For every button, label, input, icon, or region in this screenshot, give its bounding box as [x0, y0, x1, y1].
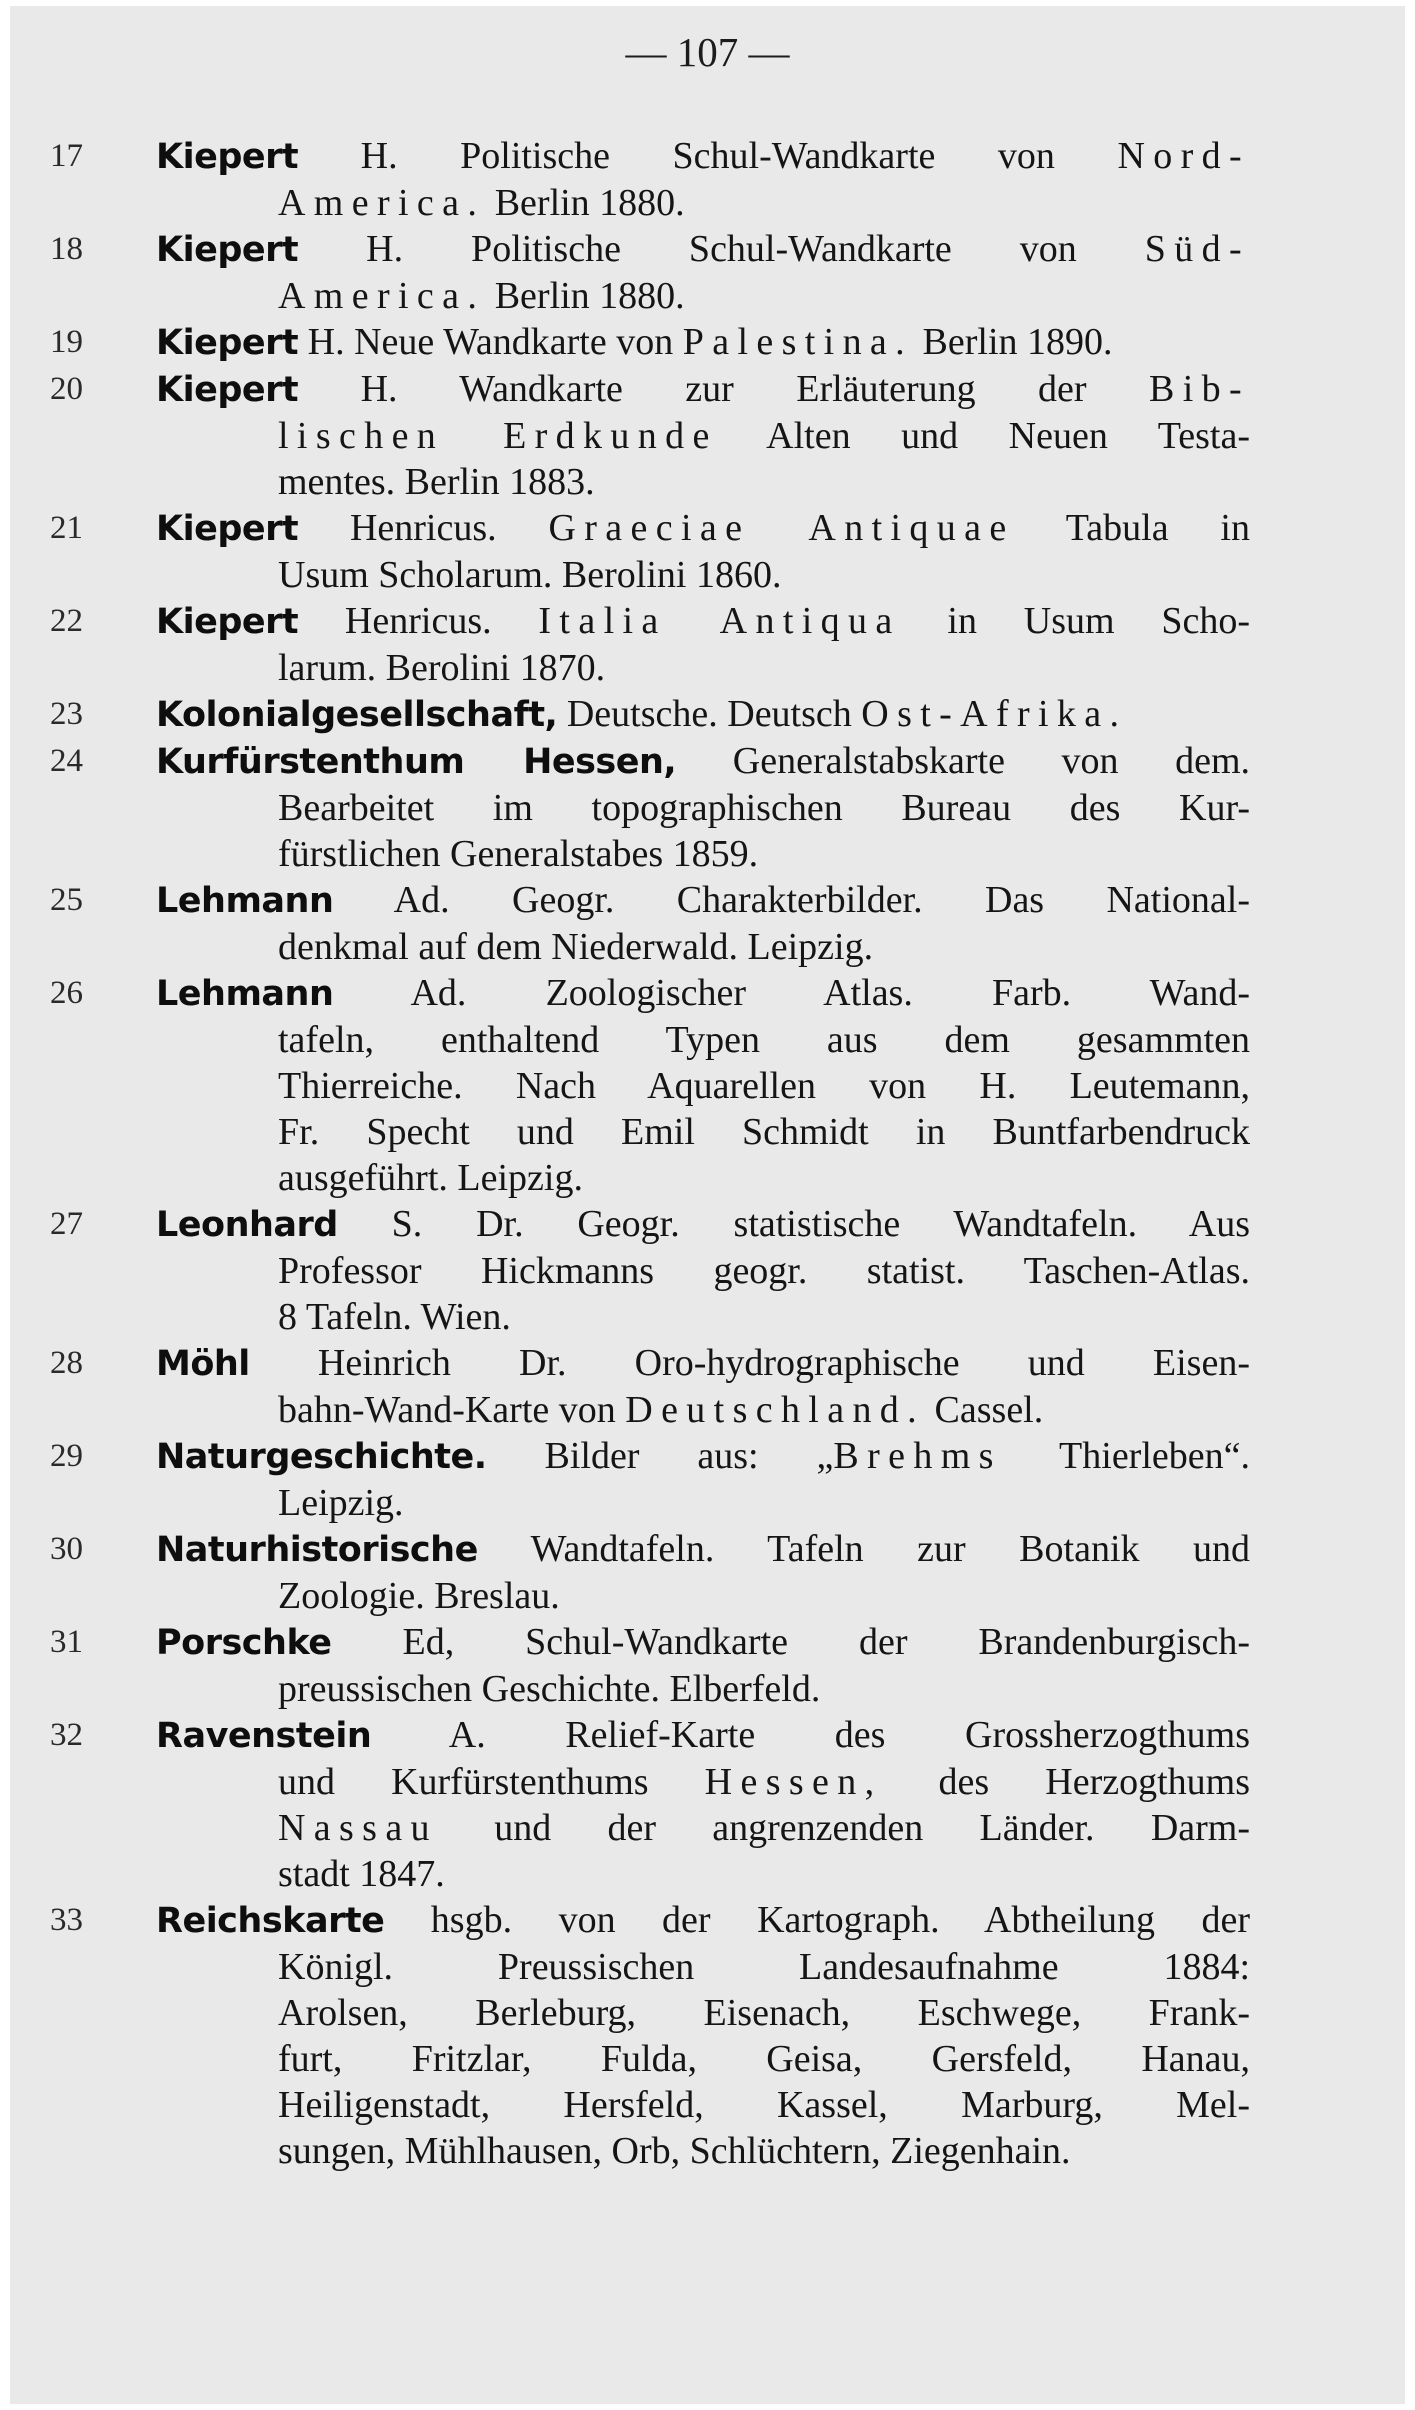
- entry-number: 31: [50, 1624, 83, 1660]
- book-page: [10, 6, 1405, 2404]
- entry-author-name: Naturgeschichte.: [156, 1437, 487, 1477]
- entry-number: 21: [50, 510, 83, 546]
- entry-text: [156, 1201, 1250, 1340]
- entry-text-segment: hsgb. von der Kartograph. Abtheilung der: [384, 1899, 1250, 1941]
- entry-author-name: Kiepert: [156, 602, 299, 642]
- entry-author-name: Reichskarte: [156, 1901, 385, 1941]
- entry-text-segment: Ed, Schul-Wandkarte der Brandenburgisch-: [331, 1621, 1250, 1663]
- entry-line: [156, 1619, 1250, 1666]
- entry-text-segment: Ad. Geogr. Charakterbilder. Das National-: [333, 879, 1250, 921]
- entry-text: [156, 319, 1250, 366]
- spaced-text: Hessen,: [704, 1761, 883, 1803]
- entry-line: [156, 645, 1250, 691]
- entry-line: [156, 831, 1250, 877]
- entry-line: [156, 1573, 1250, 1619]
- entry-text-segment: larum. Berolini 1870.: [278, 647, 606, 689]
- entry-number: 24: [50, 743, 83, 779]
- entry-text: [156, 877, 1250, 970]
- catalog-entry: [50, 366, 1250, 505]
- entry-text-segment: Berlin 1880.: [485, 275, 685, 317]
- catalog-entry: [50, 1619, 1250, 1712]
- catalog-entry: [50, 1897, 1250, 2174]
- catalog-entry: [50, 738, 1250, 877]
- entry-text-segment: sungen, Mühlhausen, Orb, Schlüchtern, Ziegenhain.: [278, 2130, 1071, 2172]
- entry-number: 32: [50, 1717, 83, 1753]
- entry-author-name: Kiepert: [156, 137, 299, 177]
- spaced-text: America.: [278, 182, 486, 224]
- spaced-text: Nord-: [1117, 135, 1250, 177]
- entry-text-segment: Cassel.: [925, 1389, 1044, 1431]
- entry-number: 18: [50, 231, 83, 267]
- entry-author-name: Kiepert: [156, 230, 299, 270]
- entry-text-segment: Usum Scholarum. Berolini 1860.: [278, 554, 782, 596]
- entry-line: [156, 691, 1250, 738]
- entry-line: [156, 1294, 1250, 1340]
- entry-line: [156, 1990, 1250, 2036]
- entry-text-segment: H. Wandkarte zur Erläuterung der: [298, 368, 1149, 410]
- catalog-entries: [50, 133, 1250, 2174]
- entry-text-segment: Heiligenstadt, Hersfeld, Kassel, Marburg, Mel-: [278, 2084, 1250, 2126]
- entry-line: [156, 1201, 1250, 1248]
- entry-author-name: Möhl: [156, 1344, 250, 1384]
- entry-text: [156, 133, 1250, 226]
- entry-number: 28: [50, 1345, 83, 1381]
- entry-line: [156, 459, 1250, 505]
- entry-text-segment: Arolsen, Berleburg, Eisenach, Eschwege, Frank-: [278, 1992, 1250, 2034]
- entry-line: [156, 970, 1250, 1017]
- entry-line: [156, 1480, 1250, 1526]
- entry-author-name: Kiepert: [156, 323, 299, 363]
- entry-text: [156, 598, 1250, 691]
- spaced-text: Deutschland.: [625, 1389, 926, 1431]
- entry-text-segment: Henricus.: [298, 600, 539, 642]
- entry-line: [156, 2128, 1250, 2174]
- entry-text-segment: H. Politische Schul-Wandkarte von: [298, 228, 1145, 270]
- entry-text: [156, 505, 1250, 598]
- entry-number: 20: [50, 371, 83, 407]
- entry-text-segment: A. Relief-Karte des Grossherzogthums: [371, 1714, 1250, 1756]
- entry-text-segment: Thierleben“.: [1001, 1435, 1250, 1477]
- entry-line: [156, 1897, 1250, 1944]
- entry-text-segment: Alten und Neuen Testa-: [717, 415, 1250, 457]
- spaced-text: lischen Erdkunde: [278, 415, 718, 457]
- entry-text: [156, 691, 1250, 738]
- catalog-entry: [50, 319, 1250, 366]
- entry-line: [156, 1666, 1250, 1712]
- entry-line: [156, 1248, 1250, 1294]
- entry-line: [156, 1017, 1250, 1063]
- entry-text: [156, 1712, 1250, 1897]
- entry-text-segment: Thierreiche. Nach Aquarellen von H. Leutemann,: [278, 1065, 1250, 1107]
- entry-text-segment: Leipzig.: [278, 1482, 404, 1524]
- entry-line: [156, 1063, 1250, 1109]
- entry-number: 23: [50, 696, 83, 732]
- entry-line: [156, 319, 1250, 366]
- catalog-entry: [50, 877, 1250, 970]
- catalog-entry: [50, 1712, 1250, 1897]
- catalog-entry: [50, 970, 1250, 1201]
- entry-line: [156, 366, 1250, 413]
- entry-line: [156, 226, 1250, 273]
- entry-text-segment: Henricus.: [298, 507, 549, 549]
- entry-author-name: Porschke: [156, 1623, 332, 1663]
- entry-text-segment: Wandtafeln. Tafeln zur Botanik und: [477, 1528, 1250, 1570]
- entry-text-segment: 8 Tafeln. Wien.: [278, 1296, 511, 1338]
- entry-line: [156, 2082, 1250, 2128]
- entry-number: 26: [50, 975, 83, 1011]
- entry-text-segment: Zoologie. Breslau.: [278, 1575, 560, 1617]
- catalog-entry: [50, 1201, 1250, 1340]
- entry-number: 33: [50, 1902, 83, 1938]
- entry-text: [156, 366, 1250, 505]
- entry-author-name: Kiepert: [156, 509, 299, 549]
- entry-line: [156, 273, 1250, 319]
- entry-text-segment: H. Neue Wandkarte von: [298, 321, 683, 363]
- entry-number: 30: [50, 1531, 83, 1567]
- spaced-text: Graeciae Antiquae: [548, 507, 1015, 549]
- entry-text: [156, 1619, 1250, 1712]
- spaced-text: America.: [278, 275, 486, 317]
- entry-text: [156, 738, 1250, 877]
- entry-number: 22: [50, 603, 83, 639]
- catalog-entry: [50, 691, 1250, 738]
- entry-line: [156, 924, 1250, 970]
- entry-line: [156, 738, 1250, 785]
- catalog-entry: [50, 133, 1250, 226]
- entry-line: [156, 877, 1250, 924]
- entry-line: [156, 552, 1250, 598]
- entry-author-name: Kolonialgesellschaft,: [156, 695, 558, 735]
- entry-number: 27: [50, 1206, 83, 1242]
- entry-line: [156, 1109, 1250, 1155]
- entry-text-segment: Berlin 1890.: [913, 321, 1113, 363]
- entry-text: [156, 1897, 1250, 2174]
- entry-text-segment: bahn-Wand-Karte von: [278, 1389, 626, 1431]
- entry-author-name: Ravenstein: [156, 1716, 372, 1756]
- entry-line: [156, 413, 1250, 459]
- entry-text: [156, 970, 1250, 1201]
- entry-author-name: Kiepert: [156, 370, 299, 410]
- entry-text-segment: Heinrich Dr. Oro-hydrographische und Eisen-: [249, 1342, 1250, 1384]
- entry-number: 19: [50, 324, 83, 360]
- entry-number: 29: [50, 1438, 83, 1474]
- entry-line: [156, 1712, 1250, 1759]
- entry-author-name: Naturhistorische: [156, 1530, 478, 1570]
- entry-author-name: Leonhard: [156, 1205, 338, 1245]
- entry-text-segment: furt, Fritzlar, Fulda, Geisa, Gersfeld, Hanau,: [278, 2038, 1250, 2080]
- entry-line: [156, 180, 1250, 226]
- entry-line: [156, 1340, 1250, 1387]
- entry-line: [156, 1944, 1250, 1990]
- catalog-entry: [50, 1526, 1250, 1619]
- entry-line: [156, 133, 1250, 180]
- entry-text-segment: Fr. Specht und Emil Schmidt in Buntfarbendruck: [278, 1111, 1250, 1153]
- entry-text-segment: in Usum Scho-: [900, 600, 1250, 642]
- entry-line: [156, 1433, 1250, 1480]
- entry-text-segment: Tabula in: [1014, 507, 1250, 549]
- entry-text: [156, 1340, 1250, 1433]
- catalog-entry: [50, 226, 1250, 319]
- entry-text-segment: tafeln, enthaltend Typen aus dem gesammten: [278, 1019, 1250, 1061]
- entry-text-segment: denkmal auf dem Niederwald. Leipzig.: [278, 926, 874, 968]
- entry-text-segment: mentes. Berlin 1883.: [278, 461, 595, 503]
- entry-line: [156, 1759, 1250, 1805]
- entry-line: [156, 1526, 1250, 1573]
- entry-text-segment: Deutsche. Deutsch: [557, 693, 862, 735]
- entry-line: [156, 1805, 1250, 1851]
- entry-text-segment: fürstlichen Generalstabes 1859.: [278, 833, 759, 875]
- entry-text: [156, 1433, 1250, 1526]
- entry-text: [156, 226, 1250, 319]
- entry-number: 25: [50, 882, 83, 918]
- catalog-entry: [50, 505, 1250, 598]
- entry-text-segment: Generalstabskarte von dem.: [676, 740, 1250, 782]
- entry-author-name: Lehmann: [156, 974, 334, 1014]
- catalog-entry: [50, 598, 1250, 691]
- entry-author-name: Lehmann: [156, 881, 334, 921]
- entry-text-segment: stadt 1847.: [278, 1853, 445, 1895]
- entry-line: [156, 1851, 1250, 1897]
- entry-text-segment: des Herzogthums: [882, 1761, 1250, 1803]
- entry-line: [156, 1387, 1250, 1433]
- catalog-entry: [50, 1433, 1250, 1526]
- entry-line: [156, 1155, 1250, 1201]
- entry-number: 17: [50, 138, 83, 174]
- entry-text-segment: preussischen Geschichte. Elberfeld.: [278, 1668, 821, 1710]
- spaced-text: Palestina.: [682, 321, 914, 363]
- entry-text-segment: und der angrenzenden Länder. Darm-: [437, 1807, 1250, 1849]
- entry-text-segment: Professor Hickmanns geogr. statist. Taschen-Atlas.: [278, 1250, 1250, 1292]
- entry-line: [156, 505, 1250, 552]
- spaced-text: Bib-: [1149, 368, 1250, 410]
- spaced-text: Nassau: [278, 1807, 438, 1849]
- entry-text: [156, 1526, 1250, 1619]
- page-number: — 107 —: [625, 29, 790, 75]
- catalog-entry: [50, 1340, 1250, 1433]
- entry-text-segment: Berlin 1880.: [485, 182, 685, 224]
- entry-text-segment: S. Dr. Geogr. statistische Wandtafeln. Aus: [337, 1203, 1250, 1245]
- entry-text-segment: Bearbeitet im topographischen Bureau des Kur-: [278, 787, 1250, 829]
- entry-line: [156, 2036, 1250, 2082]
- entry-text-segment: und Kurfürstenthums: [278, 1761, 705, 1803]
- entry-author-name: Kurfürstenthum Hessen,: [156, 742, 677, 782]
- spaced-text: Italia Antiqua: [538, 600, 901, 642]
- entry-line: [156, 785, 1250, 831]
- entry-text-segment: Bilder aus: „: [486, 1435, 834, 1477]
- entry-text-segment: Königl. Preussischen Landesaufnahme 1884:: [278, 1946, 1250, 1988]
- spaced-text: Brehms: [833, 1435, 1002, 1477]
- entry-text-segment: ausgeführt. Leipzig.: [278, 1157, 583, 1199]
- entry-text-segment: Ad. Zoologischer Atlas. Farb. Wand-: [333, 972, 1250, 1014]
- entry-text-segment: H. Politische Schul-Wandkarte von: [298, 135, 1118, 177]
- spaced-text: Süd-: [1144, 228, 1250, 270]
- entry-line: [156, 598, 1250, 645]
- spaced-text: Ost-Afrika.: [861, 693, 1128, 735]
